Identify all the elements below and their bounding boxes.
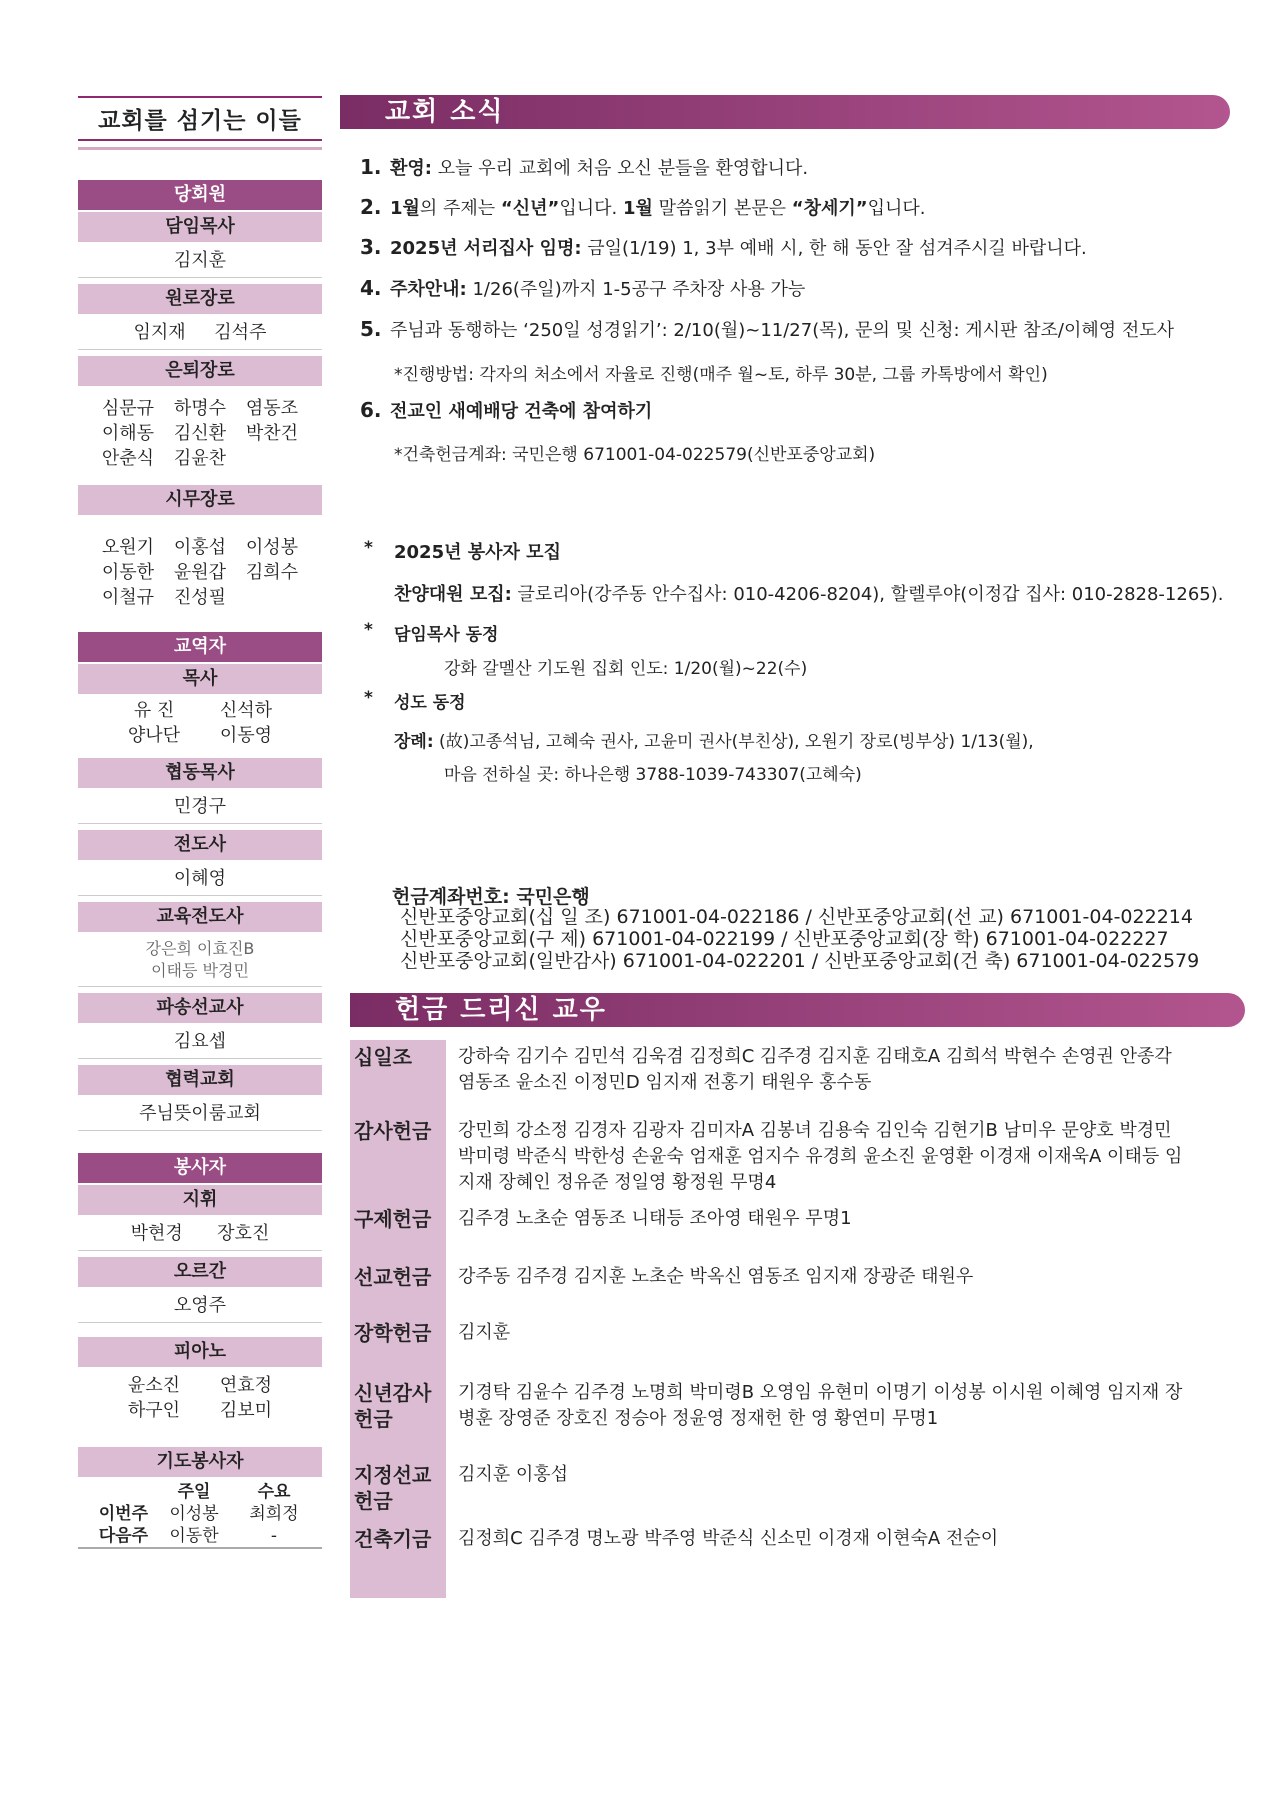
- offering-label: 신년감사헌금: [350, 1376, 446, 1458]
- offering-names: 김주경 노초순 염동조 니태등 조아영 태원우 무명1: [458, 1208, 852, 1229]
- item-text: 말씀읽기 본문은: [652, 198, 792, 219]
- bullet-star: *: [364, 688, 373, 708]
- news-item-6: [360, 398, 652, 424]
- item-text: 금일(1/19) 1, 3부 예배 시, 한 해 동안 잘 섬겨주시길 바랍니다.: [581, 238, 1087, 259]
- name: 김희수: [245, 562, 299, 583]
- name: 안춘식: [101, 448, 155, 469]
- evangelist-name: 이혜영: [78, 860, 322, 896]
- edu-evangelist-header: 교육전도사: [78, 902, 322, 932]
- item-text: 1월: [622, 198, 653, 219]
- name: 하명수: [173, 398, 227, 419]
- name: 윤원갑: [173, 562, 227, 583]
- news-item-4: [360, 276, 805, 302]
- offering-label: 지정선교헌금: [350, 1458, 446, 1522]
- cell: 이성봉: [169, 1504, 219, 1524]
- prayer-table-header: [78, 1481, 322, 1503]
- news-item-3: [360, 235, 1087, 261]
- members-news-title: 성도 동정: [394, 693, 466, 713]
- name: 윤소진: [127, 1375, 181, 1396]
- staff-header: 교역자: [78, 632, 322, 662]
- offering-names: 기경탁 김윤수 김주경 노명희 박미령B 오영임 유현미 이명기 이성봉 이시원 이혜영 임지재 장병훈 장영준 장호진 정승아 정윤영 정재헌 한 영 황연미 무명1: [458, 1382, 1183, 1429]
- offering-label: 선교헌금: [350, 1260, 446, 1316]
- item-title: 전교인 새예배당 건축에 참여하기: [390, 401, 653, 422]
- active-elders-header: 시무장로: [78, 485, 322, 515]
- offering-row: [350, 1376, 1190, 1458]
- name: 심문규: [101, 398, 155, 419]
- row-label: 다음주: [98, 1526, 148, 1546]
- assoc-pastor-name: 민경구: [78, 788, 322, 824]
- offering-names: 강민희 강소정 김경자 김광자 김미자A 김봉녀 김용숙 김인숙 김현기B 남미우 문양호 박경민 박미령 박준식 박한성 손윤숙 엄재훈 엄지수 유경희 윤소진 윤영환 이경재 이재욱A 이태등 임지재 장혜인 정유준 정일영 황정원 무명4: [458, 1120, 1183, 1193]
- assoc-pastor-header: 협동목사: [78, 758, 322, 788]
- offering-table: [350, 1040, 1190, 1598]
- item-text: 주님과 동행하는 ‘250일 성경읽기’: 2/10(월)~11/27(목), 문의 및 신청: 게시판 참조/이혜영 전도사: [390, 320, 1175, 341]
- name: 김석주: [214, 322, 267, 343]
- name: 신석하: [219, 700, 273, 721]
- item-number: 6.: [360, 398, 382, 422]
- offering-label: 건축기금: [350, 1522, 446, 1598]
- item-text: 1/26(주일)까지 1-5공구 주차장 사용 가능: [466, 279, 806, 300]
- name: 연효정: [219, 1375, 273, 1396]
- missionary-header: 파송선교사: [78, 993, 322, 1023]
- offering-names: 강하숙 김기수 김민석 김욱겸 김정희C 김주경 김지훈 김태호A 김희석 박현수 손영권 안종각 염동조 윤소진 이정민D 임지재 전홍기 태원우 홍수동: [458, 1046, 1172, 1093]
- name: 오원기: [101, 537, 155, 558]
- pastor-news-text: 강화 갈멜산 기도원 집회 인도: 1/20(월)~22(수): [444, 659, 808, 679]
- news-note-5: *진행방법: 각자의 처소에서 자율로 진행(매주 월~토, 하루 30분, 그룹 카톡방에서 확인): [394, 365, 1048, 385]
- name: 염동조: [245, 398, 299, 419]
- offering-names: 강주동 김주경 김지훈 노초순 박옥신 염동조 임지재 장광준 태원우: [458, 1266, 974, 1287]
- name: 이동영: [219, 725, 273, 746]
- item-number: 2.: [360, 195, 382, 219]
- name: 박찬건: [245, 423, 299, 444]
- item-title: 주차안내:: [390, 279, 467, 300]
- item-title: 환영:: [390, 158, 432, 179]
- choir-text: 글로리아(강주동 안수집사: 010-4206-8204), 할렐루야(이정갑 집사: 010-2828-1265).: [511, 584, 1224, 605]
- name: 박현경: [130, 1223, 183, 1244]
- funeral-label: 장례:: [394, 732, 434, 752]
- offering-row: [350, 1458, 1190, 1522]
- emeritus-names: [78, 314, 322, 350]
- retired-header: 은퇴장로: [78, 356, 322, 386]
- offering-row: [350, 1114, 1190, 1202]
- volunteer-title: 2025년 봉사자 모집: [394, 542, 561, 563]
- offering-names: 김정희C 김주경 명노광 박주영 박준식 신소민 이경재 이현숙A 전순이: [458, 1528, 999, 1549]
- choir-label: 찬양대원 모집:: [394, 584, 512, 605]
- piano-names: [78, 1367, 322, 1429]
- funeral-text: (故)고종석님, 고혜숙 권사, 고윤미 권사(부친상), 오원기 장로(빙부상) 1/13(월),: [433, 732, 1034, 752]
- name: 임지재: [133, 322, 186, 343]
- item-title: 2025년 서리집사 임명:: [390, 238, 582, 259]
- item-text: 의 주제는: [419, 198, 501, 219]
- name: 하구인: [127, 1400, 181, 1421]
- organ-name: 오영주: [78, 1287, 322, 1323]
- conductor-names: [78, 1215, 322, 1251]
- emeritus-header: 원로장로: [78, 284, 322, 314]
- offering-row: [350, 1202, 1190, 1260]
- offering-names: 김지훈 이홍섭: [458, 1464, 569, 1485]
- pastor-news-title: 담임목사 동정: [394, 625, 499, 645]
- active-elders-names: [78, 515, 322, 618]
- volunteer-header: 봉사자: [78, 1153, 322, 1183]
- offering-row: [350, 1260, 1190, 1316]
- pastors-names: [78, 694, 322, 752]
- name: 장호진: [217, 1223, 270, 1244]
- offering-label: 장학헌금: [350, 1316, 446, 1376]
- item-text: “신년”: [500, 198, 560, 219]
- piano-header: 피아노: [78, 1337, 322, 1367]
- name: 김보미: [219, 1400, 273, 1421]
- pastors-header: 목사: [78, 664, 322, 694]
- choir-line: [394, 580, 1223, 606]
- partner-church-name: 주님뜻이룸교회: [78, 1095, 322, 1131]
- funeral-line: [394, 727, 1034, 752]
- item-text: 입니다.: [867, 198, 926, 219]
- item-number: 1.: [360, 155, 382, 179]
- bank-line: 신반포중앙교회(일반감사) 671001-04-022201 / 신반포중앙교회(건 축) 671001-04-022579: [400, 950, 1200, 972]
- session-header: 당회원: [78, 180, 322, 210]
- offering-names: 김지훈: [458, 1322, 511, 1343]
- name: 이성봉: [245, 537, 299, 558]
- news-item-2: [360, 195, 926, 221]
- news-banner: 교회 소식: [340, 95, 1230, 129]
- col-wednesday: 수요: [257, 1482, 291, 1502]
- offering-row: [350, 1040, 1190, 1114]
- item-text: 1월: [390, 198, 420, 219]
- prayer-row: [78, 1525, 322, 1547]
- item-number: 3.: [360, 235, 382, 259]
- prayer-header: 기도봉사자: [78, 1447, 322, 1477]
- funeral-account: 마음 전하실 곳: 하나은행 3788-1039-743307(고혜숙): [444, 765, 862, 785]
- name: 이홍섭: [173, 537, 227, 558]
- sidebar-title: 교회를 섬기는 이들: [78, 96, 322, 141]
- bank-title: 헌금계좌번호: 국민은행: [392, 886, 590, 908]
- news-item-5: [360, 317, 1174, 343]
- offering-label: 감사헌금: [350, 1114, 446, 1202]
- retired-names: [78, 386, 322, 479]
- offering-row: [350, 1522, 1190, 1598]
- item-text: “창세기”: [791, 198, 868, 219]
- name: 김윤찬: [173, 448, 227, 469]
- cell: 최희정: [249, 1504, 299, 1524]
- name-line: 강은희 이효진B: [145, 939, 255, 958]
- bank-line: 신반포중앙교회(십 일 조) 671001-04-022186 / 신반포중앙교회(선 교) 671001-04-022214: [400, 906, 1193, 928]
- offering-label: 구제헌금: [350, 1202, 446, 1260]
- item-text: 오늘 우리 교회에 처음 오신 분들을 환영합니다.: [431, 158, 809, 179]
- prayer-table: [78, 1481, 322, 1549]
- name: 유 진: [133, 700, 175, 721]
- row-label: 이번주: [98, 1504, 148, 1524]
- organ-header: 오르간: [78, 1257, 322, 1287]
- sidebar-title-underline: [78, 141, 322, 150]
- bank-line: 신반포중앙교회(구 제) 671001-04-022199 / 신반포중앙교회(장 학) 671001-04-022227: [400, 928, 1169, 950]
- name: 이해동: [101, 423, 155, 444]
- name-line: 이태등 박경민: [151, 961, 249, 980]
- senior-pastor-header: 담임목사: [78, 212, 322, 242]
- name: 진성필: [173, 587, 227, 608]
- news-note-6: *건축헌금계좌: 국민은행 671001-04-022579(신반포중앙교회): [394, 445, 876, 465]
- cell: 이동한: [169, 1526, 219, 1546]
- sidebar: [78, 96, 322, 1549]
- item-number: 5.: [360, 317, 382, 341]
- offering-banner: 헌금 드리신 교우: [350, 993, 1245, 1027]
- name: 김신환: [173, 423, 227, 444]
- item-text: 입니다.: [559, 198, 623, 219]
- conductor-header: 지휘: [78, 1185, 322, 1215]
- news-item-1: [360, 155, 808, 181]
- name: 양나단: [127, 725, 181, 746]
- cell: -: [270, 1526, 278, 1546]
- name: 이동한: [101, 562, 155, 583]
- partner-church-header: 협력교회: [78, 1065, 322, 1095]
- bullet-star: *: [364, 620, 373, 640]
- senior-pastor-name: 김지훈: [78, 242, 322, 278]
- col-sunday: 주일: [177, 1482, 211, 1502]
- evangelist-header: 전도사: [78, 830, 322, 860]
- item-number: 4.: [360, 276, 382, 300]
- bank-lines: [400, 906, 1199, 972]
- offering-row: [350, 1316, 1190, 1376]
- offering-label: 십일조: [350, 1040, 446, 1114]
- missionary-name: 김요셉: [78, 1023, 322, 1059]
- name: 이철규: [101, 587, 155, 608]
- bullet-star: *: [364, 538, 373, 558]
- prayer-row: [78, 1503, 322, 1525]
- edu-evangelist-names: [78, 932, 322, 987]
